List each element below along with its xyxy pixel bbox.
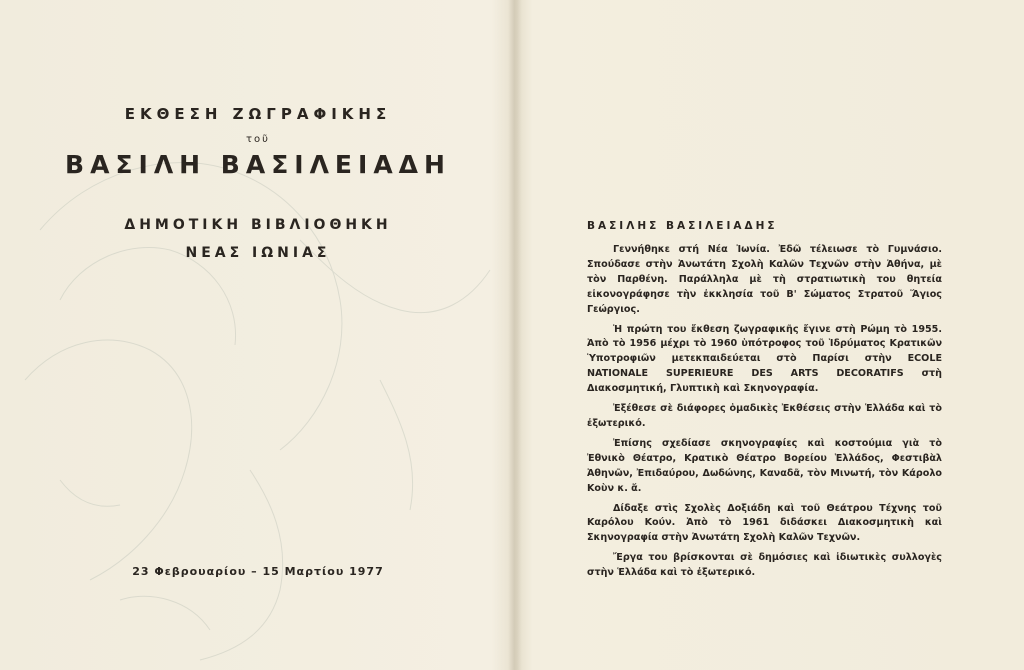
bio-paragraph: Γεννήθηκε στή Νέα Ἰωνία. Ἐδῶ τέλειωσε τὸ Γυμνάσιο. Σπούδασε στὴν Ἀνωτάτη Σχολὴ Καλῶν Τεχνῶν στὴν Ἀθήνα, μὲ τὸν Παρθένη. Παράλληλα μὲ τὴ στρατιωτικὴ του θητεία εἰκονογράφησε τὴν ἐκκλησία τοῦ Β' Σώματος Στρατοῦ Ἅγιος Γεώργιος. [587,244,942,315]
preposition-label: τοῦ [246,134,270,145]
bio-paragraph: Ἐπίσης σχεδίασε σκηνογραφίες καὶ κοστούμια γιὰ τὸ Ἐθνικὸ Θέατρο, Κρατικὸ Θέατρο Βορείου Ἑλλάδος, Φεστιβὰλ Ἀθηνῶν, Ἐπιδαύρου, Δωδώνης, Καναδᾶ, τὸν Μινωτή, τὸν Κάρολο Κοὺν κ. ἄ. [587,437,942,494]
exhibition-title: ΕΚΘΕΣΗ ΖΩΓΡΑΦΙΚΗΣ [124,105,392,123]
biography-heading: ΒΑΣΙΛΗΣ ΒΑΣΙΛΕΙΑΔΗΣ [587,220,778,232]
exhibition-dates: 23 Φεβρουαρίου – 15 Μαρτίου 1977 [132,565,384,578]
bio-paragraph: Ἡ πρώτη του ἔκθεση ζωγραφικῆς ἔγινε στὴ Ρώμη τὸ 1955. Ἀπὸ τὸ 1956 μέχρι τὸ 1960 ὑπότροφος τοῦ Ἱδρύματος Κρατικῶν Ὑποτροφιῶν μετεκπαιδεύεται στὸ Παρίσι στὴν ECOLE NATIONALE SUPERIEURE DES ARTS DECORATIFS στὴ Διακοσμητική, Γλυπτικὴ καὶ Σκηνογραφία. [587,323,942,395]
bio-paragraph: Δίδαξε στὶς Σχολὲς Δοξιάδη καὶ τοῦ Θεάτρου Τέχνης τοῦ Καρόλου Κούν. Ἀπὸ τὸ 1961 διδάσκει Διακοσμητικὴ καὶ Σκηνογραφία στὴν Ἀνωτάτη Σχολὴ Καλῶν Τεχνῶν. [587,502,942,544]
venue-line-2: ΝΕΑΣ ΙΩΝΙΑΣ [185,245,331,261]
biography-text [587,243,942,586]
page-fold [508,0,522,670]
venue-line-1: ΔΗΜΟΤΙΚΗ ΒΙΒΛΙΟΘΗΚΗ [124,217,392,233]
bio-paragraph: Ἐξέθεσε σὲ διάφορες ὁμαδικὲς Ἐκθέσεις στὴν Ἑλλάδα καὶ τὸ ἐξωτερικό. [587,403,942,429]
bio-paragraph: Ἔργα του βρίσκονται σὲ δημόσιες καὶ ἰδιωτικὲς συλλογὲς στὴν Ἑλλάδα καὶ τὸ ἐξωτερικό. [587,552,942,579]
artist-name: ΒΑΣΙΛΗ ΒΑΣΙΛΕΙΑΔΗ [65,150,451,179]
